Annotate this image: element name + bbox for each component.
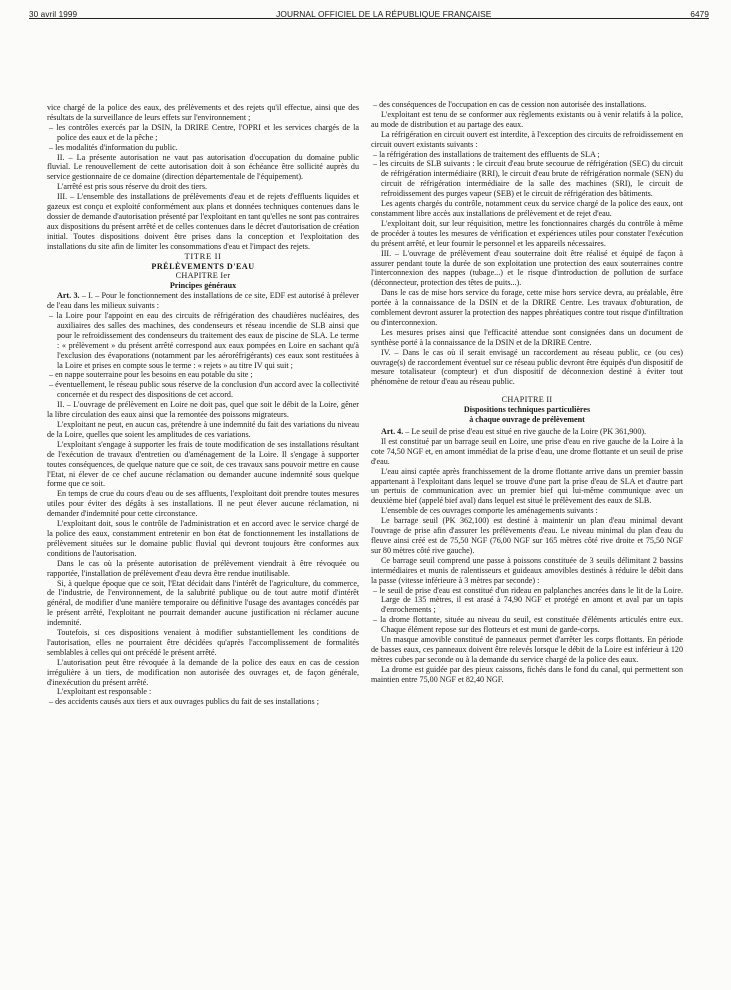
chapitre-heading: CHAPITRE Ier [175, 271, 231, 281]
paragraph: Dans le cas où la présente autorisation de prélèvement viendrait à être révoquée ou rapportée, l'installation de prélèvement d'eau devra être rendue inutilisable. [47, 558, 359, 578]
paragraph: Les mesures prises ainsi que l'efficacité attendue sont consignées dans un document de synthèse porté à la connaissance de la DSIN et de la DRIRE Centre. [371, 327, 683, 347]
paragraph: II. – L'ouvrage de prélèvement en Loire ne doit pas, quel que soit le débit de la Loire, gêner la libre circulation des eaux ainsi que la remontée des poissons migrateurs. [47, 400, 359, 420]
header-journal-title: JOURNAL OFFICIEL DE LA RÉPUBLIQUE FRANÇAISE [276, 9, 492, 19]
paragraph: La réfrigération en circuit ouvert est interdite, à l'exception des circuits de refroidissement en circuit ouvert existants suivants : [371, 129, 683, 149]
chapitre-subheading: Dispositions techniques particulières [463, 405, 591, 415]
chapitre-subheading: Principes généraux [169, 281, 237, 291]
list-item: – la réfrigération des installations de traitement des effluents de SLA ; [373, 149, 600, 159]
list-item: – des conséquences de l'occupation en cas de cession non autorisée des installations. [373, 100, 647, 109]
list-item: – éventuellement, le réseau public sous réserve de la conclusion d'un accord avec la collectivité concernée et du respect des dispositions de cet accord. [49, 380, 359, 400]
list-item: – la drome flottante, située au niveau du seuil, est constituée d'éléments articulés entre eux. Chaque élément repose sur des flotteurs et est muni de garde-corps. [373, 615, 683, 635]
paragraph: L'exploitant s'engage à supporter les frais de toute modification de ses installations résultant de l'exécution de travaux d'entretien ou d'aménagement de la Loire. Il s'engage à supporter toutes conséquences, de quelque nature que ce soit, de ces travaux sans pouvoir mettre en cause l'Etat, ni élever de ce chef aucune réclamation ou demander aucune indemnité sous quelque forme que ce soit. [47, 439, 359, 489]
paragraph: III. – L'ouvrage de prélèvement d'eau souterraine doit être réalisé et équipé de façon à assurer pendant toute la durée de son exploitation une protection des eaux souterraines contre l'interconnexion des nappes (tubage...) et le risque d'introduction de pollution de surface (déconnecteur, protection des têtes de puits...). [371, 248, 683, 288]
article-paragraph [371, 427, 683, 437]
paragraph: II. – La présente autorisation ne vaut pas autorisation d'occupation du domaine public fluvial. Le renouvellement de cette autorisation doit à son échéance être sollicité auprès du service gestionnaire de ce domaine (direction départementale de l'équipement). [47, 152, 359, 182]
paragraph: Ce barrage seuil comprend une passe à poissons constituée de 3 seuils délimitant 2 bassins intermédiaires et munis de ralentisseurs et guideaux amovibles destinés à réduire le débit dans la passe (vitesse inférieure à 3 mètres par seconde) : [371, 555, 683, 585]
paragraph: Un masque amovible constitué de panneaux permet d'arrêter les corps flottants. En période de basses eaux, ces panneaux doivent être relevés lorsque le débit de la Loire est inférieur à 120 mètres cubes par seconde ou à la demande du service chargé de la police des eaux. [371, 635, 683, 664]
paragraph: L'autorisation peut être révoquée à la demande de la police des eaux en cas de cession irrégulière à un tiers, de modification non autorisée des ouvrages et, de façon générale, d'inexécution du présent arrêté. [47, 657, 359, 687]
paragraph: Les agents chargés du contrôle, notamment ceux du service chargé de la police des eaux, ont constamment libre accès aux installations de prélèvement et de rejet d'eau. [371, 199, 683, 218]
chapitre-heading: CHAPITRE II [501, 395, 553, 405]
paragraph: L'exploitant est responsable : [57, 687, 152, 697]
paragraph: L'exploitant est tenu de se conformer aux règlements existants ou à venir relatifs à la police, au mode de distribution et au partage des eaux. [371, 109, 683, 129]
header-date: 30 avril 1999 [29, 10, 78, 19]
paragraph: Dans le cas de mise hors service du forage, cette mise hors service devra, au préalable, être portée à la connaissance de la DSIN et de la DRIRE Centre. Les travaux d'obturation, de comblement devront assurer la protection des nappes phréatiques contre tout risque d'infiltration ou d'interconnexion. [371, 288, 683, 327]
left-column [47, 103, 359, 707]
right-column [371, 100, 683, 685]
paragraph: La drome est guidée par des pieux caissons, fichés dans le fond du canal, qui permettent son maintien entre 75,00 NGF et 82,40 NGF. [371, 664, 683, 684]
list-item: – en nappe souterraine pour les besoins en eau potable du site ; [49, 370, 253, 380]
paragraph: vice chargé de la police des eaux, des prélèvements et des rejets qu'il effectue, ainsi que des résultats de la surveillance de leurs effets sur l'environnement ; [47, 103, 359, 122]
paragraph: Le barrage seuil (PK 362,100) est destiné à maintenir un plan d'eau minimal devant l'ouvrage de prise afin d'assurer les prélèvements d'eau. Le niveau minimal du plan d'eau du fleuve ainsi créé est de 75,50 NGF (76,00 NGF sur 165 mètres côté rive droite et 75,50 NGF sur 80 mètres côté rive gauche). [371, 516, 683, 555]
paragraph: L'ensemble de ces ouvrages comporte les aménagements suivants : [381, 506, 598, 516]
header-rule [29, 18, 709, 19]
list-item: – des accidents causés aux tiers et aux ouvrages publics du fait de ses installations ; [49, 697, 319, 707]
paragraph: L'exploitant doit, sous le contrôle de l'administration et en accord avec le service chargé de la police des eaux, constamment entretenir en bon état de fonctionnement les installations de prélèvement situées sur le domaine public fluvial qui devront toujours être conformes aux conditions de l'autorisation. [47, 519, 359, 558]
titre-subheading: PRÉLÈVEMENTS D'EAU [151, 261, 255, 271]
page-header [29, 5, 709, 19]
list-item: – les modalités d'information du public. [49, 142, 178, 152]
paragraph: L'exploitant ne peut, en aucun cas, prétendre à une indemnité du fait des variations du niveau de la Loire, quelles que soient les amplitudes de ces variations. [47, 420, 359, 439]
article-label: Art. 3. [57, 291, 80, 301]
paragraph: Toutefois, si ces dispositions venaient à modifier substantiellement les conditions de l'autorisation, elles ne pourraient être décidées qu'après l'accomplissement de formalités semblables à celles qui ont précédé le présent arrêté. [47, 628, 359, 657]
article-label: Art. 4. [381, 427, 404, 436]
paragraph: L'eau ainsi captée après franchissement de la drome flottante arrive dans un premier bassin appartenant à l'exploitant dans lequel se trouve d'une part la prise d'eau de SLA et d'autre part un pertuis de communication avec un premier bief qui lui-même communique avec un deuxième bief (appelé bief aval) dans lequel est situé le prélèvement des eaux de SLB. [371, 466, 683, 506]
paragraph: IV. – Dans le cas où il serait envisagé un raccordement au réseau public, ce (ou ces) ouvrage(s) de raccordement éventuel sur ce réseau public devront être équipés d'un dispositif de mesure totalisateur (compteur) et d'un dispositif de déconnexion destiné à éviter tout phénomène de retour d'eau au réseau public. [371, 347, 683, 387]
paragraph: III. – L'ensemble des installations de prélèvements d'eau et de rejets d'effluents liquides et gazeux est conçu et exploité conformément aux plans et données techniques contenues dans le dossier de demande d'autorisation présenté par l'exploitant en tant qu'elles ne sont pas contraires aux dispositions du présent arrêté et de celles contenues dans le décret d'autorisation de création initial. Toutes dispositions doivent être prises dans la conception et l'exploitation des installations du site afin de limiter les consommations d'eau et l'impact des rejets. [47, 192, 359, 251]
paragraph: L'exploitant doit, sur leur réquisition, mettre les fonctionnaires chargés du contrôle à même de procéder à toutes les mesures de vérification et expériences utiles pour constater l'exécution du présent arrêté, et leur fournir le personnel et les appareils nécessaires. [371, 218, 683, 248]
paragraph: Si, à quelque époque que ce soit, l'Etat décidait dans l'intérêt de l'agriculture, du commerce, de l'industrie, de l'environnement, de la salubrité publique ou de tout autre motif d'intérêt général, de modifier d'une manière temporaire ou définitive l'usage des avantages concédés par le présent arrêté, l'exploitant ne pourrait demander aucune justification ni réclamer aucune indemnité. [47, 578, 359, 628]
list-item: – les circuits de SLB suivants : le circuit d'eau brute secourue de réfrigération (SEC) du circuit de réfrigération intermédiaire (RRI), le circuit d'eau brute de réfrigération normale (SEN) du circuit de réfrigération intermédiaire de la salle des machines (SRI), le circuit de refroidissement des purges vapeur (SEB) et le circuit de réfrigération des bâtiments. [373, 159, 683, 199]
chapitre-subheading: à chaque ouvrage de prélèvement [469, 415, 585, 425]
list-item: – le seuil de prise d'eau est constitué d'un rideau en palplanches ancrées dans le lit de la Loire. Large de 135 mètres, il est arasé à 74,90 NGF et protégé en amont et aval par un tapis d'enrochements ; [373, 585, 683, 615]
titre-heading: TITRE II [184, 250, 222, 261]
paragraph: En temps de crue du cours d'eau ou de ses affluents, l'exploitant doit prendre toutes mesures utiles pour éviter des dégâts à ses installations. Il ne peut élever aucune réclamation, ni demander d'indemnité pour cette circonstance. [47, 489, 359, 519]
article-paragraph [47, 291, 359, 311]
paragraph: L'arrêté est pris sous réserve du droit des tiers. [57, 182, 208, 192]
paragraph: Il est constitué par un barrage seuil en Loire, une prise d'eau en rive gauche de la Loire à la cote 74,50 NGF et, en amont immédiat de la prise d'eau, une drome flottante et un seuil de prise d'eau. [371, 436, 683, 466]
list-item: – les contrôles exercés par la DSIN, la DRIRE Centre, l'OPRI et les services chargés de la police des eaux et de la pêche ; [49, 122, 359, 142]
article-text: – Le seuil de prise d'eau est situé en rive gauche de la Loire (PK 361,900). [403, 427, 647, 436]
article-text: – I. – Pour le fonctionnement des installations de ce site, EDF est autorisé à prélever de l'eau dans les milieux suivants : [47, 291, 359, 311]
header-page-number: 6479 [690, 10, 709, 19]
list-item: – la Loire pour l'appoint en eau des circuits de réfrigération des chaudières nucléaires, des auxiliaires des salles des machines, des condenseurs et réseau incendie de SLB ainsi que pour le refroidissement des condenseurs du traitement des eaux de piscine de SLA. Le terme : « prélèvement » du présent arrêté correspond aux eaux pompées en Loire en sachant qu'à l'exclusion des évaporations (notamment par les aéroréfrigérants) ces eaux sont restituées à la Loire et prises en compte sous le terme : « rejets » au titre IV qui suit ; [49, 311, 359, 370]
